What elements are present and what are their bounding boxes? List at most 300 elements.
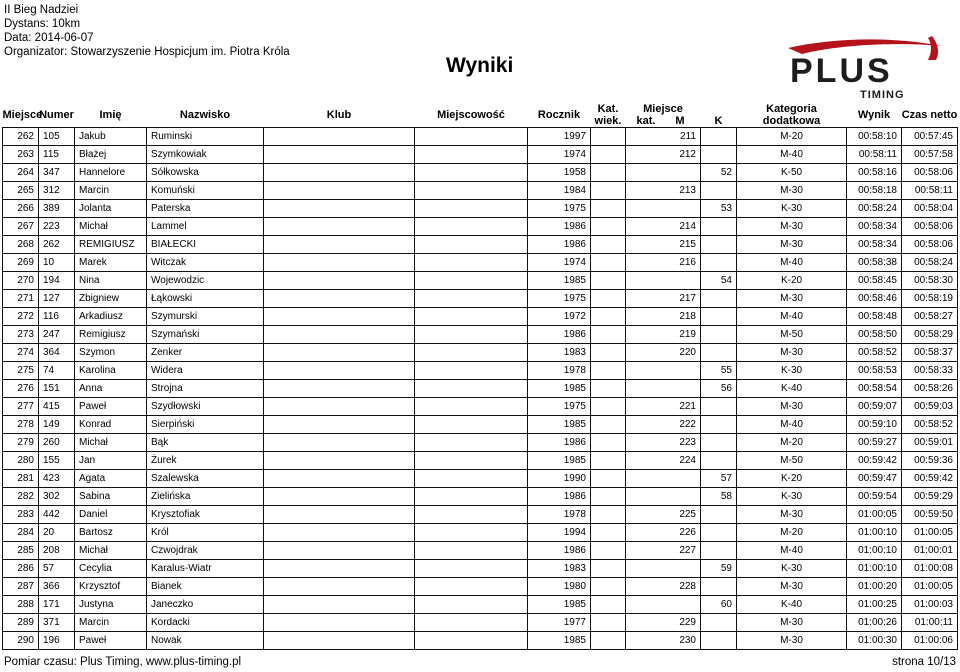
cell-miejscowosc [415,506,528,524]
cell-rocznik: 1978 [528,506,591,524]
cell-miejsce: 272 [3,308,39,326]
cell-miejsce-kat-m: 219 [626,326,701,344]
cell-kat-wiek [591,506,626,524]
cell-wynik: 00:58:24 [847,200,902,218]
cell-miejsce: 265 [3,182,39,200]
cell-miejsce: 286 [3,560,39,578]
cell-rocznik: 1977 [528,614,591,632]
cell-miejsce: 267 [3,218,39,236]
cell-miejsce-kat-m [626,362,701,380]
cell-miejscowosc [415,434,528,452]
cell-numer: 149 [39,416,75,434]
cell-kategoria: M-30 [737,506,847,524]
cell-miejsce: 262 [3,128,39,146]
cell-rocznik: 1986 [528,434,591,452]
cell-klub [264,272,415,290]
cell-imie: Karolina [75,362,147,380]
cell-nazwisko: Paterska [147,200,264,218]
cell-rocznik: 1986 [528,218,591,236]
cell-imie: Anna [75,380,147,398]
cell-wynik: 01:00:10 [847,524,902,542]
cell-imie: Sabina [75,488,147,506]
cell-nazwisko: Król [147,524,264,542]
cell-kat-wiek [591,614,626,632]
cell-miejsce: 263 [3,146,39,164]
table-row [3,524,958,542]
cell-nazwisko: Komuński [147,182,264,200]
cell-miejsce-kat-m: 214 [626,218,701,236]
cell-miejsce-kat-m: 224 [626,452,701,470]
cell-miejsce-kat-m: 228 [626,578,701,596]
cell-czas-netto: 01:00:11 [902,614,958,632]
cell-imie: Jakub [75,128,147,146]
cell-kategoria: M-20 [737,434,847,452]
table-row [3,398,958,416]
cell-miejscowosc [415,218,528,236]
cell-klub [264,290,415,308]
table-row [3,164,958,182]
table-row [3,632,958,650]
cell-wynik: 00:58:11 [847,146,902,164]
cell-numer: 415 [39,398,75,416]
cell-miejscowosc [415,380,528,398]
cell-miejsce: 271 [3,290,39,308]
cell-imie: Błażej [75,146,147,164]
cell-klub [264,506,415,524]
cell-k: 52 [701,164,737,182]
cell-wynik: 00:59:27 [847,434,902,452]
cell-miejscowosc [415,308,528,326]
cell-kategoria: M-50 [737,326,847,344]
cell-miejscowosc [415,452,528,470]
cell-czas-netto: 00:58:06 [902,164,958,182]
cell-nazwisko: Zielińska [147,488,264,506]
cell-wynik: 00:59:47 [847,470,902,488]
cell-k [701,614,737,632]
cell-nazwisko: Krysztofiak [147,506,264,524]
cell-miejsce-kat-m: 215 [626,236,701,254]
cell-numer: 10 [39,254,75,272]
col-miejscowosc: Miejscowość [437,109,505,121]
table-row [3,128,958,146]
cell-k [701,416,737,434]
cell-miejsce: 280 [3,452,39,470]
cell-wynik: 01:00:30 [847,632,902,650]
event-info [4,3,290,59]
table-header [3,103,958,128]
cell-k [701,326,737,344]
cell-klub [264,452,415,470]
cell-imie: Zbigniew [75,290,147,308]
cell-kategoria: M-30 [737,632,847,650]
cell-czas-netto: 00:59:50 [902,506,958,524]
table-row [3,614,958,632]
cell-miejscowosc [415,614,528,632]
cell-miejsce-kat-m: 225 [626,506,701,524]
cell-wynik: 01:00:10 [847,560,902,578]
cell-wynik: 00:58:34 [847,218,902,236]
cell-kat-wiek [591,362,626,380]
cell-k: 53 [701,200,737,218]
cell-czas-netto: 00:58:04 [902,200,958,218]
cell-kategoria: M-30 [737,614,847,632]
cell-nazwisko: Szalewska [147,470,264,488]
cell-rocznik: 1986 [528,326,591,344]
logo-text: PLUS [790,52,893,90]
cell-czas-netto: 00:59:03 [902,398,958,416]
cell-imie: Marcin [75,614,147,632]
cell-wynik: 00:58:10 [847,128,902,146]
cell-czas-netto: 00:57:45 [902,128,958,146]
footer-timing-credit: Pomiar czasu: Plus Timing, www.plus-timing.pl [4,656,242,668]
cell-kategoria: M-30 [737,236,847,254]
cell-imie: Agata [75,470,147,488]
footer-page-number: strona 10/13 [892,656,956,668]
cell-miejsce: 281 [3,470,39,488]
cell-rocznik: 1972 [528,308,591,326]
cell-miejsce: 278 [3,416,39,434]
cell-miejsce: 283 [3,506,39,524]
cell-numer: 151 [39,380,75,398]
cell-miejscowosc [415,272,528,290]
col-czas-netto: Czas netto [901,109,958,121]
cell-klub [264,146,415,164]
cell-numer: 20 [39,524,75,542]
cell-klub [264,596,415,614]
cell-klub [264,434,415,452]
cell-miejsce-kat-m: 221 [626,398,701,416]
cell-wynik: 00:58:54 [847,380,902,398]
cell-nazwisko: Nowak [147,632,264,650]
cell-numer: 262 [39,236,75,254]
cell-wynik: 01:00:05 [847,506,902,524]
cell-wynik: 00:58:46 [847,290,902,308]
cell-kategoria: M-30 [737,290,847,308]
cell-imie: Krzysztof [75,578,147,596]
cell-klub [264,614,415,632]
table-row [3,542,958,560]
cell-kat-wiek [591,632,626,650]
cell-numer: 223 [39,218,75,236]
cell-k [701,578,737,596]
cell-nazwisko: Bąk [147,434,264,452]
cell-nazwisko: Bianek [147,578,264,596]
cell-miejsce: 284 [3,524,39,542]
cell-kategoria: M-40 [737,146,847,164]
cell-miejsce-kat-m: 217 [626,290,701,308]
cell-numer: 442 [39,506,75,524]
cell-nazwisko: Sierpiński [147,416,264,434]
cell-nazwisko: Widera [147,362,264,380]
cell-k [701,182,737,200]
cell-numer: 302 [39,488,75,506]
cell-numer: 74 [39,362,75,380]
cell-numer: 364 [39,344,75,362]
cell-rocznik: 1984 [528,182,591,200]
cell-nazwisko: Wojewodzic [147,272,264,290]
cell-rocznik: 1997 [528,128,591,146]
cell-nazwisko: Szydłowski [147,398,264,416]
cell-miejscowosc [415,164,528,182]
cell-kat-wiek [591,290,626,308]
cell-kat-wiek [591,380,626,398]
cell-wynik: 00:58:50 [847,326,902,344]
cell-rocznik: 1975 [528,290,591,308]
cell-k [701,506,737,524]
cell-imie: Konrad [75,416,147,434]
cell-klub [264,578,415,596]
cell-kategoria: K-40 [737,596,847,614]
cell-miejscowosc [415,236,528,254]
cell-k [701,236,737,254]
cell-numer: 196 [39,632,75,650]
cell-kategoria: K-30 [737,200,847,218]
cell-czas-netto: 00:58:52 [902,416,958,434]
cell-kategoria: M-40 [737,308,847,326]
logo-subtitle: TIMING [860,89,905,101]
cell-imie: Paweł [75,632,147,650]
cell-rocznik: 1985 [528,596,591,614]
cell-miejscowosc [415,488,528,506]
cell-kat-wiek [591,452,626,470]
cell-miejsce-kat-m: 230 [626,632,701,650]
table-row [3,452,958,470]
cell-kategoria: K-20 [737,272,847,290]
cell-wynik: 00:58:16 [847,164,902,182]
cell-kategoria: M-30 [737,218,847,236]
col-wynik: Wynik [857,109,891,121]
cell-miejsce: 277 [3,398,39,416]
cell-miejsce: 287 [3,578,39,596]
cell-wynik: 00:59:10 [847,416,902,434]
cell-miejsce-kat-m [626,272,701,290]
cell-rocznik: 1990 [528,470,591,488]
col-nazwisko: Nazwisko [179,109,231,121]
cell-numer: 105 [39,128,75,146]
table-row [3,416,958,434]
cell-nazwisko: BIAŁECKI [147,236,264,254]
cell-wynik: 00:58:34 [847,236,902,254]
col-miejsce: Miejsce [2,109,43,121]
cell-miejsce: 266 [3,200,39,218]
cell-czas-netto: 00:58:27 [902,308,958,326]
cell-wynik: 00:59:54 [847,488,902,506]
cell-czas-netto: 01:00:03 [902,596,958,614]
cell-czas-netto: 00:58:06 [902,218,958,236]
cell-k [701,452,737,470]
cell-numer: 423 [39,470,75,488]
cell-miejsce-kat-m: 212 [626,146,701,164]
cell-czas-netto: 00:58:33 [902,362,958,380]
col-rocznik: Rocznik [537,109,581,121]
cell-kategoria: K-30 [737,362,847,380]
cell-miejsce: 285 [3,542,39,560]
page-title: Wyniki [446,54,514,77]
cell-klub [264,218,415,236]
cell-wynik: 00:58:53 [847,362,902,380]
cell-numer: 371 [39,614,75,632]
cell-numer: 116 [39,308,75,326]
col-k: K [714,115,723,127]
cell-rocznik: 1994 [528,524,591,542]
logo-swoosh-tail [928,36,938,60]
cell-rocznik: 1985 [528,272,591,290]
cell-miejsce: 282 [3,488,39,506]
cell-nazwisko: Czwojdrak [147,542,264,560]
cell-rocznik: 1983 [528,344,591,362]
cell-imie: REMIGIUSZ [75,236,147,254]
cell-imie: Justyna [75,596,147,614]
cell-numer: 194 [39,272,75,290]
cell-kategoria: M-50 [737,452,847,470]
cell-klub [264,344,415,362]
cell-miejsce: 268 [3,236,39,254]
cell-kat-wiek [591,488,626,506]
cell-k: 56 [701,380,737,398]
cell-miejsce: 274 [3,344,39,362]
cell-k [701,434,737,452]
table-row [3,254,958,272]
table-row [3,308,958,326]
cell-miejsce: 269 [3,254,39,272]
cell-miejscowosc [415,200,528,218]
cell-miejsce-kat-m: 216 [626,254,701,272]
cell-klub [264,236,415,254]
cell-klub [264,308,415,326]
cell-czas-netto: 00:57:58 [902,146,958,164]
cell-k [701,632,737,650]
table-row [3,218,958,236]
cell-imie: Jolanta [75,200,147,218]
cell-k: 60 [701,596,737,614]
cell-rocznik: 1978 [528,362,591,380]
cell-kat-wiek [591,146,626,164]
cell-imie: Marcin [75,182,147,200]
cell-nazwisko: Szymański [147,326,264,344]
table-row [3,380,958,398]
cell-klub [264,182,415,200]
cell-klub [264,200,415,218]
cell-imie: Marek [75,254,147,272]
cell-k: 55 [701,362,737,380]
cell-kat-wiek [591,398,626,416]
table-row [3,434,958,452]
cell-kategoria: K-50 [737,164,847,182]
cell-czas-netto: 00:59:42 [902,470,958,488]
table-row [3,344,958,362]
cell-miejsce-kat-m: 220 [626,344,701,362]
cell-wynik: 00:59:42 [847,452,902,470]
cell-miejsce-kat-m: 213 [626,182,701,200]
cell-kategoria: K-40 [737,380,847,398]
table-row [3,506,958,524]
cell-miejsce: 264 [3,164,39,182]
cell-miejscowosc [415,128,528,146]
cell-kat-wiek [591,542,626,560]
cell-kat-wiek [591,128,626,146]
cell-czas-netto: 00:58:26 [902,380,958,398]
cell-kategoria: M-30 [737,578,847,596]
cell-imie: Arkadiusz [75,308,147,326]
cell-numer: 127 [39,290,75,308]
cell-nazwisko: Karalus-Wiatr [147,560,264,578]
cell-wynik: 00:58:52 [847,344,902,362]
cell-kategoria: M-30 [737,344,847,362]
cell-kat-wiek [591,578,626,596]
cell-klub [264,380,415,398]
cell-numer: 389 [39,200,75,218]
cell-miejsce-kat-m: 223 [626,434,701,452]
cell-miejscowosc [415,596,528,614]
event-distance: Dystans: 10km [4,18,81,30]
cell-czas-netto: 00:58:24 [902,254,958,272]
cell-numer: 312 [39,182,75,200]
cell-rocznik: 1958 [528,164,591,182]
cell-rocznik: 1985 [528,452,591,470]
cell-wynik: 01:00:26 [847,614,902,632]
cell-klub [264,524,415,542]
cell-k [701,308,737,326]
cell-rocznik: 1986 [528,236,591,254]
cell-wynik: 00:58:45 [847,272,902,290]
table-row [3,560,958,578]
cell-klub [264,488,415,506]
cell-miejscowosc [415,146,528,164]
cell-numer: 347 [39,164,75,182]
cell-rocznik: 1980 [528,578,591,596]
cell-nazwisko: Zenker [147,344,264,362]
cell-nazwisko: Szymurski [147,308,264,326]
cell-k [701,146,737,164]
cell-nazwisko: Łąkowski [147,290,264,308]
table-row [3,578,958,596]
cell-numer: 247 [39,326,75,344]
cell-wynik: 01:00:10 [847,542,902,560]
cell-miejsce: 290 [3,632,39,650]
cell-miejsce-kat-m [626,200,701,218]
cell-kat-wiek [591,470,626,488]
cell-czas-netto: 00:59:01 [902,434,958,452]
cell-czas-netto: 01:00:08 [902,560,958,578]
col-kat-wiek: Kat. wiek. [594,103,622,127]
cell-miejsce: 270 [3,272,39,290]
col-kategoria-dodatkowa: Kategoria dodatkowa [762,103,821,127]
cell-kategoria: M-20 [737,128,847,146]
cell-imie: Bartosz [75,524,147,542]
cell-rocznik: 1985 [528,380,591,398]
cell-klub [264,326,415,344]
cell-rocznik: 1974 [528,146,591,164]
cell-klub [264,254,415,272]
cell-klub [264,470,415,488]
table-row [3,326,958,344]
cell-klub [264,560,415,578]
cell-miejscowosc [415,182,528,200]
cell-imie: Jan [75,452,147,470]
cell-k: 54 [701,272,737,290]
cell-miejsce-kat-m: 227 [626,542,701,560]
cell-imie: Michał [75,542,147,560]
cell-miejscowosc [415,290,528,308]
cell-kat-wiek [591,434,626,452]
cell-czas-netto: 00:59:36 [902,452,958,470]
cell-rocznik: 1983 [528,560,591,578]
event-date: Data: 2014-06-07 [4,32,94,44]
cell-rocznik: 1975 [528,398,591,416]
cell-klub [264,398,415,416]
cell-rocznik: 1986 [528,542,591,560]
cell-imie: Remigiusz [75,326,147,344]
